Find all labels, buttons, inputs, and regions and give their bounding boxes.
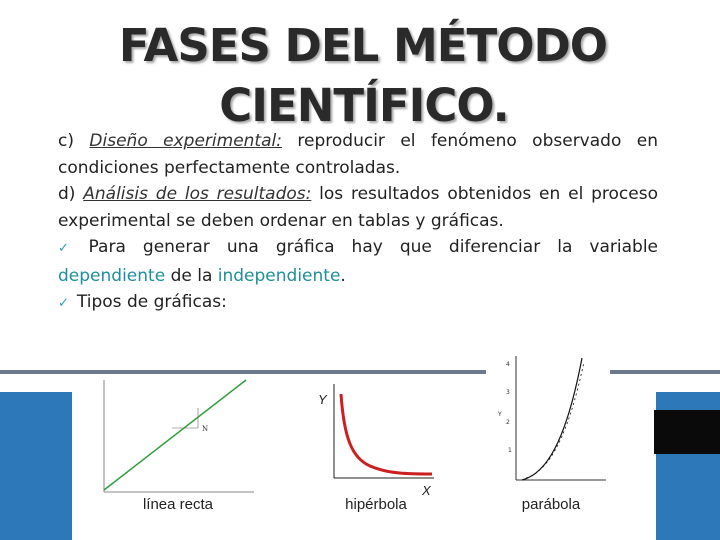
dependent-term: dependiente [58, 265, 166, 286]
bullet-variables [58, 234, 658, 289]
parabola-curve [522, 358, 582, 480]
parabola-y-tick: 4 [506, 361, 510, 368]
check-icon: ✓ [58, 296, 69, 311]
check-icon: ✓ [58, 241, 81, 256]
linear-caption: línea recta [142, 496, 214, 513]
linear-line [104, 380, 246, 490]
right-dark-decoration [654, 410, 720, 454]
independent-term: independiente [217, 265, 341, 286]
bullet-1-mid: de la [170, 265, 213, 286]
divider-bar [0, 370, 720, 374]
left-decoration [0, 392, 72, 540]
slope-tag: N [202, 425, 209, 433]
bullet-2-text: Tipos de gráficas: [76, 292, 227, 312]
content-body [58, 128, 658, 318]
item-c-term: Diseño experimental: [89, 131, 282, 151]
bullet-graph-types [58, 289, 658, 318]
paragraph-c [58, 128, 658, 181]
parabola-graph [486, 352, 610, 490]
bullet-1-end: . [340, 265, 346, 286]
hyperbola-y-label: Y [318, 392, 327, 407]
page-title-line-1: FASES DEL MÉTODO [118, 19, 608, 72]
parabola-y-label: Y [498, 411, 502, 418]
parabola-y-tick: 3 [506, 389, 510, 396]
parabola-dotted-curve [526, 362, 584, 478]
parabola-caption: parábola [521, 496, 581, 513]
paragraph-d [58, 181, 658, 234]
bullet-1-text: Para generar una gráfica hay que diferenciar la variable [88, 237, 658, 257]
item-d-prefix: d) [58, 184, 76, 204]
hyperbola-curve [341, 394, 432, 474]
page-title-line-2: CIENTÍFICO. [219, 79, 509, 132]
parabola-y-tick: 1 [508, 447, 512, 454]
item-d-term: Análisis de los resultados: [83, 184, 312, 204]
hyperbola-caption: hipérbola [345, 496, 407, 513]
parabola-y-tick: 2 [506, 419, 510, 426]
item-c-prefix: c) [58, 131, 74, 151]
item-c-text: reproducir el fenómeno observado en condiciones perfectamente controladas. [58, 131, 659, 178]
item-d-text: los resultados obtenidos en el proceso experimental se deben ordenar en tablas y gráficas. [58, 184, 658, 231]
hyperbola-graph [310, 378, 440, 500]
linear-graph [98, 378, 258, 500]
hyperbola-x-label: X [422, 483, 431, 498]
